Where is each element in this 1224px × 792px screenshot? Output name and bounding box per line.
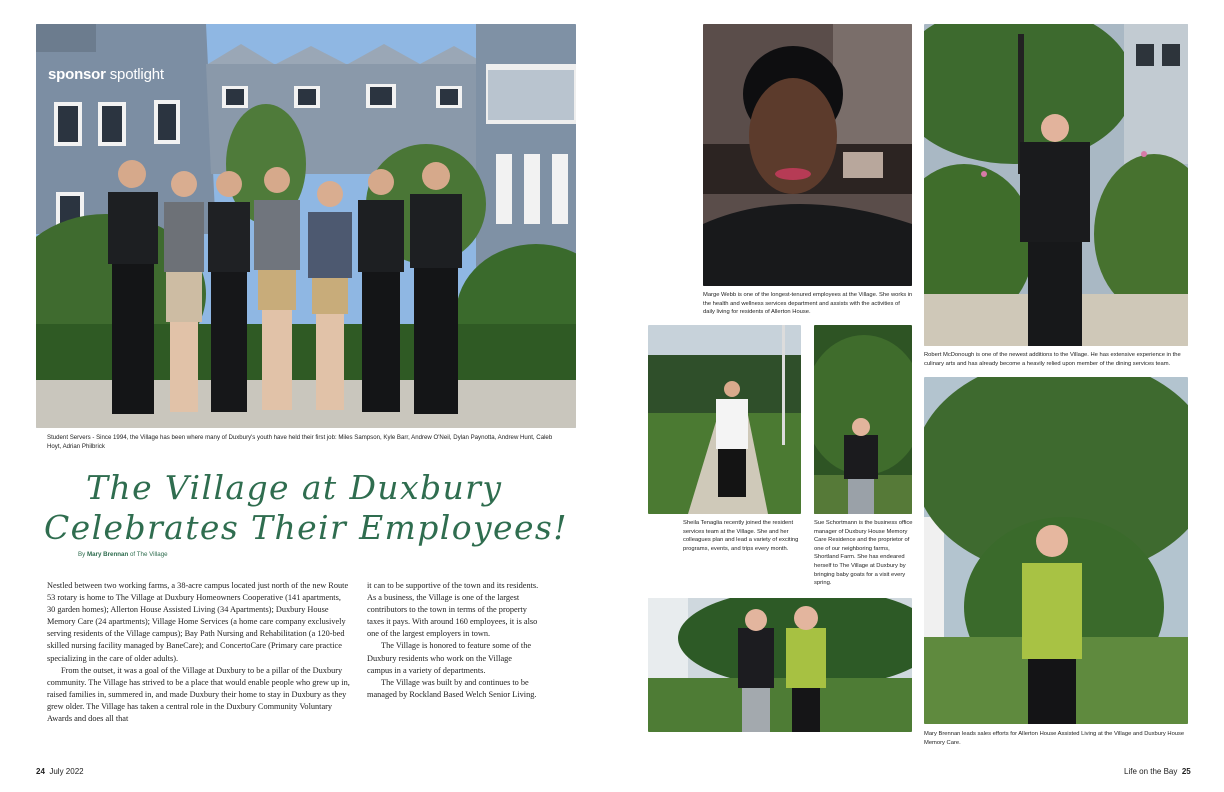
byline-prefix: By	[78, 551, 86, 558]
student-servers-caption: Student Servers - Since 1994, the Village has been where many of Duxbury's youth have held their first job: Miles Sampson, Kyle Barr, Andrew O'Neil, Dylan Paynotta, Andrew Hunt, Caleb Hoyt, Adrian Philbrick	[47, 434, 553, 450]
sue-schortmann-caption: Sue Schortmann is the business office manager of Duxbury House Memory Care Residence and the proprietor of one of our neighboring farms, Shortland Farm. She has endeared herself to The Village at Duxbury by bringing baby goats for a visit every spring.	[814, 520, 913, 587]
sponsor-spotlight-kicker	[48, 66, 164, 83]
byline-author: Mary Brennan	[86, 551, 129, 558]
sue-schortmann-photo	[814, 325, 912, 514]
title-line-1: The Village at Duxbury	[86, 468, 503, 507]
right-page-number: 25	[1181, 767, 1191, 776]
sheila-tenaglia-photo	[648, 325, 801, 514]
marge-webb-photo	[703, 24, 912, 286]
body-paragraph: it can to be supportive of the town and its residents. As a business, the Village is one of the largest contributors to the town in terms of the property taxes it pays. With around 160 employees, it is also one of the largest employers in town.	[367, 581, 539, 639]
robert-mcdonough-caption: Robert McDonough is one of the newest additions to the Village. He has extensive experience in the culinary arts and has already become a heavily relied upon member of the dining services team.	[924, 352, 1181, 367]
body-column-2	[367, 580, 539, 701]
body-paragraph: The Village is honored to feature some of the Duxbury residents who work on the Village campus in a variety of departments.	[367, 641, 532, 675]
marge-webb-caption: Marge Webb is one of the longest-tenured employees at the Village. She works in the health and wellness services department and assists with the activities of daily living for residents of Allerton House.	[703, 292, 913, 316]
left-folio	[36, 767, 84, 776]
body-paragraph: Nestled between two working farms, a 38-acre campus located just north of the new Route 53 rotary is home to The Village at Duxbury Homeowners Cooperative (141 apartments, 30 garden homes); Allerton House Assisted Living (34 Apartments); Duxbury House Memory Care (24 apartments); Village Home Services (a home care company exclusively serving residents of the Village campus); Bay Path Nursing and Rehabilitation (a 120-bed skilled nursing facility managed by BaneCare); and ConcertoCare (Primary care practice specializing in the care of older adults).	[47, 581, 349, 663]
body-column-1	[47, 580, 350, 725]
sheila-tenaglia-caption: Sheila Tenaglia recently joined the resident services team at the Village. She and her colleagues plan and lead a variety of exciting programs, events, and trips every month.	[683, 520, 799, 552]
mary-brennan-caption: Mary Brennan leads sales efforts for Allerton House Assisted Living at the Village and Duxbury House Memory Care.	[924, 731, 1185, 746]
title-line-2: Celebrates Their Employees!	[44, 508, 568, 547]
body-paragraph: From the outset, it was a goal of the Village at Duxbury to be a pillar of the Duxbury community. The Village has strived to be a place that would enable people who grew up in, raised families in, summered in, and made Duxbury their home to stay in Duxbury as they grew older. The Village has taken a central role in the Duxbury Community Voluntary Awards and does all that	[47, 665, 350, 724]
kicker-bold: sponsor	[48, 66, 106, 83]
left-page-number: 24	[36, 767, 45, 776]
body-paragraph: The Village was built by and continues to be managed by Rockland Based Welch Senior Living.	[367, 677, 537, 699]
magazine-name: Life on the Bay	[1124, 767, 1178, 776]
sue-and-mary-photo	[648, 598, 912, 732]
issue-date: July 2022	[49, 767, 84, 776]
student-servers-photo	[36, 24, 576, 428]
kicker-rest: spotlight	[109, 66, 164, 83]
byline-suffix: of The Village	[129, 551, 168, 558]
robert-mcdonough-photo	[924, 24, 1188, 346]
byline	[78, 551, 168, 558]
right-folio	[1124, 767, 1191, 776]
mary-brennan-photo	[924, 377, 1188, 724]
